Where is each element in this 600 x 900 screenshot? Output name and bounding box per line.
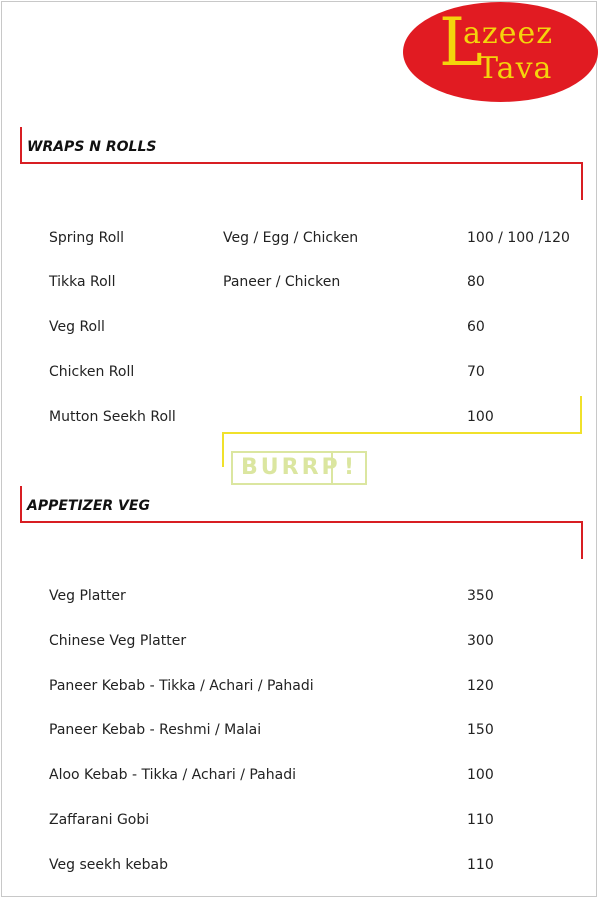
watermark-mark: !	[331, 453, 365, 483]
item-options: Paneer / Chicken	[223, 274, 341, 290]
menu-item	[0, 722, 600, 742]
item-name: Spring Roll	[49, 230, 125, 246]
item-price: 120	[467, 678, 494, 694]
item-name: Zaffarani Gobi	[49, 812, 150, 828]
item-price: 100 / 100 /120	[467, 230, 570, 246]
item-name: Paneer Kebab - Tikka / Achari / Pahadi	[49, 678, 314, 694]
menu-item	[0, 274, 600, 294]
logo-line-1: azeez	[463, 16, 554, 51]
item-name: Tikka Roll	[49, 274, 116, 290]
header-rule	[20, 162, 583, 164]
restaurant-logo	[403, 2, 598, 102]
item-price: 100	[467, 409, 494, 425]
item-name: Chinese Veg Platter	[49, 633, 187, 649]
item-price: 100	[467, 767, 494, 783]
menu-item	[0, 812, 600, 832]
item-price: 150	[467, 722, 494, 738]
header-left-bar	[20, 486, 22, 522]
logo-line-2: Tava	[478, 51, 553, 86]
item-price: 70	[467, 364, 485, 380]
item-name: Veg Roll	[49, 319, 105, 335]
menu-item	[0, 364, 600, 384]
header-right-bar	[581, 521, 583, 559]
logo-letter: L	[439, 4, 483, 81]
menu-item	[0, 230, 600, 250]
item-name: Paneer Kebab - Reshmi / Malai	[49, 722, 262, 738]
section-title: WRAPS N ROLLS	[27, 139, 157, 155]
header-left-bar	[20, 127, 22, 163]
watermark-bracket-right	[580, 396, 582, 434]
item-name: Chicken Roll	[49, 364, 135, 380]
section-header-wraps	[20, 127, 583, 201]
item-name: Veg seekh kebab	[49, 857, 168, 873]
item-name: Veg Platter	[49, 588, 126, 604]
item-price: 110	[467, 812, 494, 828]
item-price: 350	[467, 588, 494, 604]
section-header-appetizer-veg	[20, 486, 583, 560]
section-title: APPETIZER VEG	[27, 498, 150, 514]
menu-item	[0, 678, 600, 698]
menu-item	[0, 588, 600, 608]
watermark-text: BURRP	[241, 455, 341, 480]
watermark-bracket-left	[222, 432, 224, 467]
item-options: Veg / Egg / Chicken	[223, 230, 359, 246]
item-price: 60	[467, 319, 485, 335]
menu-item	[0, 857, 600, 877]
header-rule	[20, 521, 583, 523]
item-price: 110	[467, 857, 494, 873]
menu-item	[0, 767, 600, 787]
watermark-bracket	[222, 396, 582, 434]
header-right-bar	[581, 162, 583, 200]
item-name: Aloo Kebab - Tikka / Achari / Pahadi	[49, 767, 296, 783]
item-price: 80	[467, 274, 485, 290]
burrp-watermark	[231, 451, 367, 485]
menu-item	[0, 633, 600, 653]
menu-item	[0, 319, 600, 339]
watermark-bracket-rule	[222, 432, 582, 434]
item-name: Mutton Seekh Roll	[49, 409, 176, 425]
item-price: 300	[467, 633, 494, 649]
